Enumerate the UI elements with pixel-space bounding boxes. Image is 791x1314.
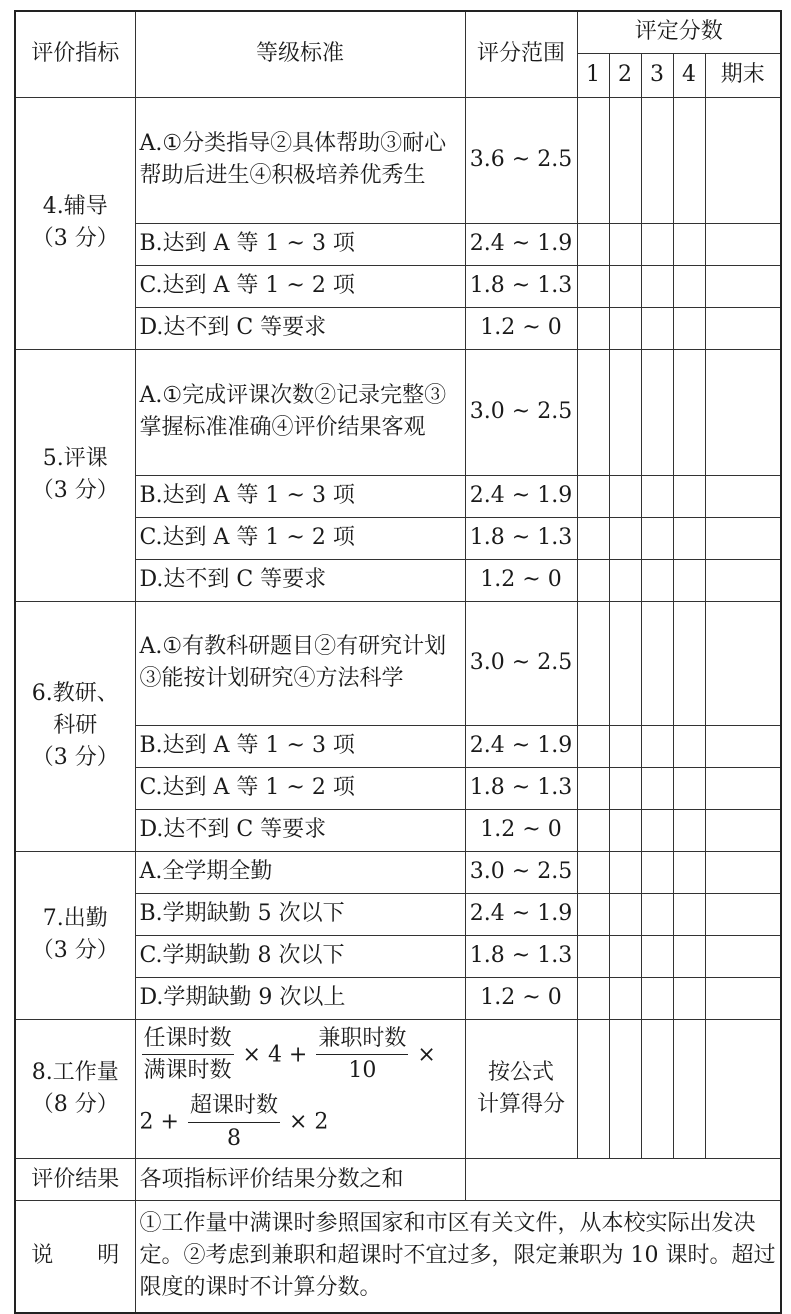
score-cell (609, 767, 641, 809)
score-cell (641, 475, 673, 517)
score-cell (705, 767, 781, 809)
standard-cell: D.达不到 C 等要求 (135, 307, 465, 349)
score-cell (705, 265, 781, 307)
score-cell (609, 349, 641, 475)
score-cell (609, 851, 641, 893)
standard-cell: D.达不到 C 等要求 (135, 809, 465, 851)
result-row (15, 1159, 781, 1201)
range-cell: 1.2 ~ 0 (465, 559, 577, 601)
score-cell (705, 725, 781, 767)
score-cell (673, 601, 705, 725)
fraction-numerator: 超课时数 (188, 1090, 280, 1123)
score-cell (705, 1019, 781, 1159)
indicator-line: 7.出勤 (42, 906, 108, 932)
standard-cell: A.全学期全勤 (135, 851, 465, 893)
score-cell (609, 1019, 641, 1159)
indicator-line: （8 分） (31, 1091, 119, 1117)
score-cell (641, 767, 673, 809)
standard-cell: C.达到 A 等 1 ~ 2 项 (135, 265, 465, 307)
score-cell (641, 265, 673, 307)
result-blank (465, 1159, 781, 1201)
header-standard: 等级标准 (135, 11, 465, 97)
indicator-line: 4.辅导 (42, 194, 108, 220)
indicator-cell (15, 97, 135, 349)
score-cell (641, 601, 673, 725)
table-body (15, 11, 781, 1313)
range-cell: 1.8 ~ 1.3 (465, 265, 577, 307)
score-cell (673, 349, 705, 475)
range-cell: 1.8 ~ 1.3 (465, 935, 577, 977)
score-cell (609, 601, 641, 725)
result-text: 各项指标评价结果分数之和 (135, 1159, 465, 1201)
standard-cell: B.达到 A 等 1 ~ 3 项 (135, 725, 465, 767)
score-cell (577, 559, 609, 601)
score-cell (705, 809, 781, 851)
score-cell (577, 809, 609, 851)
range-line: 按公式 (487, 1059, 554, 1085)
workload-row (15, 1019, 781, 1159)
score-col-final: 期末 (705, 53, 781, 97)
indicator-line: （3 分） (31, 226, 119, 251)
range-cell: 3.6 ~ 2.5 (465, 97, 577, 223)
header-range: 评分范围 (465, 11, 577, 97)
score-cell (673, 977, 705, 1019)
score-cell (577, 97, 609, 223)
fraction-overtime-hours (188, 1090, 280, 1155)
score-cell (609, 517, 641, 559)
score-cell (641, 935, 673, 977)
score-cell (673, 307, 705, 349)
standard-cell: D.达不到 C 等要求 (135, 559, 465, 601)
indicator-line: （3 分） (31, 478, 119, 503)
fraction-denominator: 10 (348, 1058, 377, 1084)
evaluation-table (14, 10, 782, 1314)
score-cell (673, 559, 705, 601)
note-text: ①工作量中满课时参照国家和市区有关文件，从本校实际出发决定。②考虑到兼职和超课时不宜过多，限定兼职为 10 课时。超过限度的课时不计算分数。 (135, 1201, 781, 1313)
score-col-1: 1 (577, 53, 609, 97)
workload-formula (135, 1019, 465, 1159)
score-cell (705, 977, 781, 1019)
header-indicator: 评价指标 (15, 11, 135, 97)
score-cell (673, 809, 705, 851)
range-cell: 1.8 ~ 1.3 (465, 517, 577, 559)
table-row (15, 349, 781, 475)
indicator-cell (15, 601, 135, 851)
score-cell (641, 1019, 673, 1159)
score-cell (609, 559, 641, 601)
indicator-line: （3 分） (31, 938, 119, 963)
range-cell: 1.2 ~ 0 (465, 307, 577, 349)
range-cell: 3.0 ~ 2.5 (465, 349, 577, 475)
score-cell (705, 349, 781, 475)
formula-line (140, 1023, 461, 1088)
score-cell (705, 517, 781, 559)
score-cell (673, 767, 705, 809)
score-cell (609, 809, 641, 851)
score-cell (705, 475, 781, 517)
score-cell (609, 935, 641, 977)
note-row (15, 1201, 781, 1313)
range-line: 计算得分 (476, 1091, 565, 1117)
formula-operator: × 2 (288, 1109, 329, 1135)
score-cell (577, 851, 609, 893)
score-cell (641, 809, 673, 851)
score-cell (641, 725, 673, 767)
fraction-numerator: 兼职时数 (316, 1023, 408, 1056)
score-cell (577, 893, 609, 935)
score-cell (641, 977, 673, 1019)
range-cell: 2.4 ~ 1.9 (465, 725, 577, 767)
score-cell (673, 1019, 705, 1159)
standard-cell: D.学期缺勤 9 次以上 (135, 977, 465, 1019)
table-row (15, 601, 781, 725)
score-cell (673, 223, 705, 265)
score-cell (577, 475, 609, 517)
fraction-teaching-hours (142, 1023, 234, 1088)
indicator-line: 科研 (53, 713, 98, 739)
score-cell (641, 349, 673, 475)
score-cell (673, 935, 705, 977)
score-cell (705, 223, 781, 265)
range-cell: 2.4 ~ 1.9 (465, 475, 577, 517)
indicator-line: 8.工作量 (31, 1059, 119, 1085)
score-cell (577, 767, 609, 809)
score-cell (577, 349, 609, 475)
score-cell (577, 517, 609, 559)
score-cell (705, 307, 781, 349)
standard-cell: C.达到 A 等 1 ~ 2 项 (135, 767, 465, 809)
indicator-line: 6.教研、 (31, 681, 119, 707)
formula-line (140, 1090, 461, 1155)
table-row (15, 851, 781, 893)
score-cell (609, 725, 641, 767)
score-cell (673, 97, 705, 223)
score-cell (705, 559, 781, 601)
range-cell: 1.8 ~ 1.3 (465, 767, 577, 809)
fraction-numerator: 任课时数 (142, 1023, 234, 1056)
range-cell: 2.4 ~ 1.9 (465, 223, 577, 265)
score-cell (577, 265, 609, 307)
score-cell (705, 97, 781, 223)
score-cell (641, 893, 673, 935)
score-cell (641, 97, 673, 223)
score-cell (609, 307, 641, 349)
score-cell (673, 475, 705, 517)
formula-operator: 2 + (139, 1109, 179, 1135)
range-cell: 1.2 ~ 0 (465, 809, 577, 851)
score-cell (673, 517, 705, 559)
indicator-cell (15, 1019, 135, 1159)
formula-operator: × (417, 1041, 436, 1067)
indicator-cell (15, 349, 135, 601)
score-cell (641, 307, 673, 349)
score-cell (577, 223, 609, 265)
score-cell (641, 559, 673, 601)
score-cell (705, 893, 781, 935)
score-cell (673, 265, 705, 307)
result-label: 评价结果 (15, 1159, 135, 1201)
score-cell (609, 893, 641, 935)
fraction-denominator: 8 (226, 1126, 241, 1152)
score-cell (705, 601, 781, 725)
score-cell (641, 517, 673, 559)
standard-cell: B.学期缺勤 5 次以下 (135, 893, 465, 935)
score-cell (609, 475, 641, 517)
range-cell: 1.2 ~ 0 (465, 977, 577, 1019)
score-cell (577, 307, 609, 349)
score-cell (673, 725, 705, 767)
standard-cell: A.①有教科研题目②有研究计划③能按计划研究④方法科学 (135, 601, 465, 725)
score-cell (673, 893, 705, 935)
range-cell: 2.4 ~ 1.9 (465, 893, 577, 935)
header-row-1 (15, 11, 781, 53)
standard-cell: B.达到 A 等 1 ~ 3 项 (135, 223, 465, 265)
score-cell (609, 223, 641, 265)
header-scores: 评定分数 (577, 11, 781, 53)
score-cell (577, 977, 609, 1019)
score-cell (577, 725, 609, 767)
note-label: 说 明 (15, 1201, 135, 1313)
score-cell (609, 977, 641, 1019)
score-col-4: 4 (673, 53, 705, 97)
score-cell (641, 851, 673, 893)
standard-cell: C.学期缺勤 8 次以下 (135, 935, 465, 977)
range-cell: 3.0 ~ 2.5 (465, 851, 577, 893)
score-cell (577, 601, 609, 725)
score-cell (641, 223, 673, 265)
indicator-line: （3 分） (31, 744, 119, 770)
score-cell (705, 935, 781, 977)
range-cell (465, 1019, 577, 1159)
indicator-line: 5.评课 (42, 446, 108, 472)
formula-operator: × 4 + (242, 1041, 308, 1067)
score-col-3: 3 (641, 53, 673, 97)
table-row (15, 97, 781, 223)
score-cell (673, 851, 705, 893)
standard-cell: A.①分类指导②具体帮助③耐心帮助后进生④积极培养优秀生 (135, 97, 465, 223)
fraction-denominator: 满课时数 (143, 1058, 232, 1084)
score-col-2: 2 (609, 53, 641, 97)
standard-cell: B.达到 A 等 1 ~ 3 项 (135, 475, 465, 517)
standard-cell: A.①完成评课次数②记录完整③掌握标准准确④评价结果客观 (135, 349, 465, 475)
fraction-parttime-hours (316, 1023, 408, 1088)
score-cell (609, 97, 641, 223)
score-cell (577, 1019, 609, 1159)
score-cell (609, 265, 641, 307)
score-cell (705, 851, 781, 893)
standard-cell: C.达到 A 等 1 ~ 2 项 (135, 517, 465, 559)
range-cell: 3.0 ~ 2.5 (465, 601, 577, 725)
indicator-cell (15, 851, 135, 1019)
score-cell (577, 935, 609, 977)
